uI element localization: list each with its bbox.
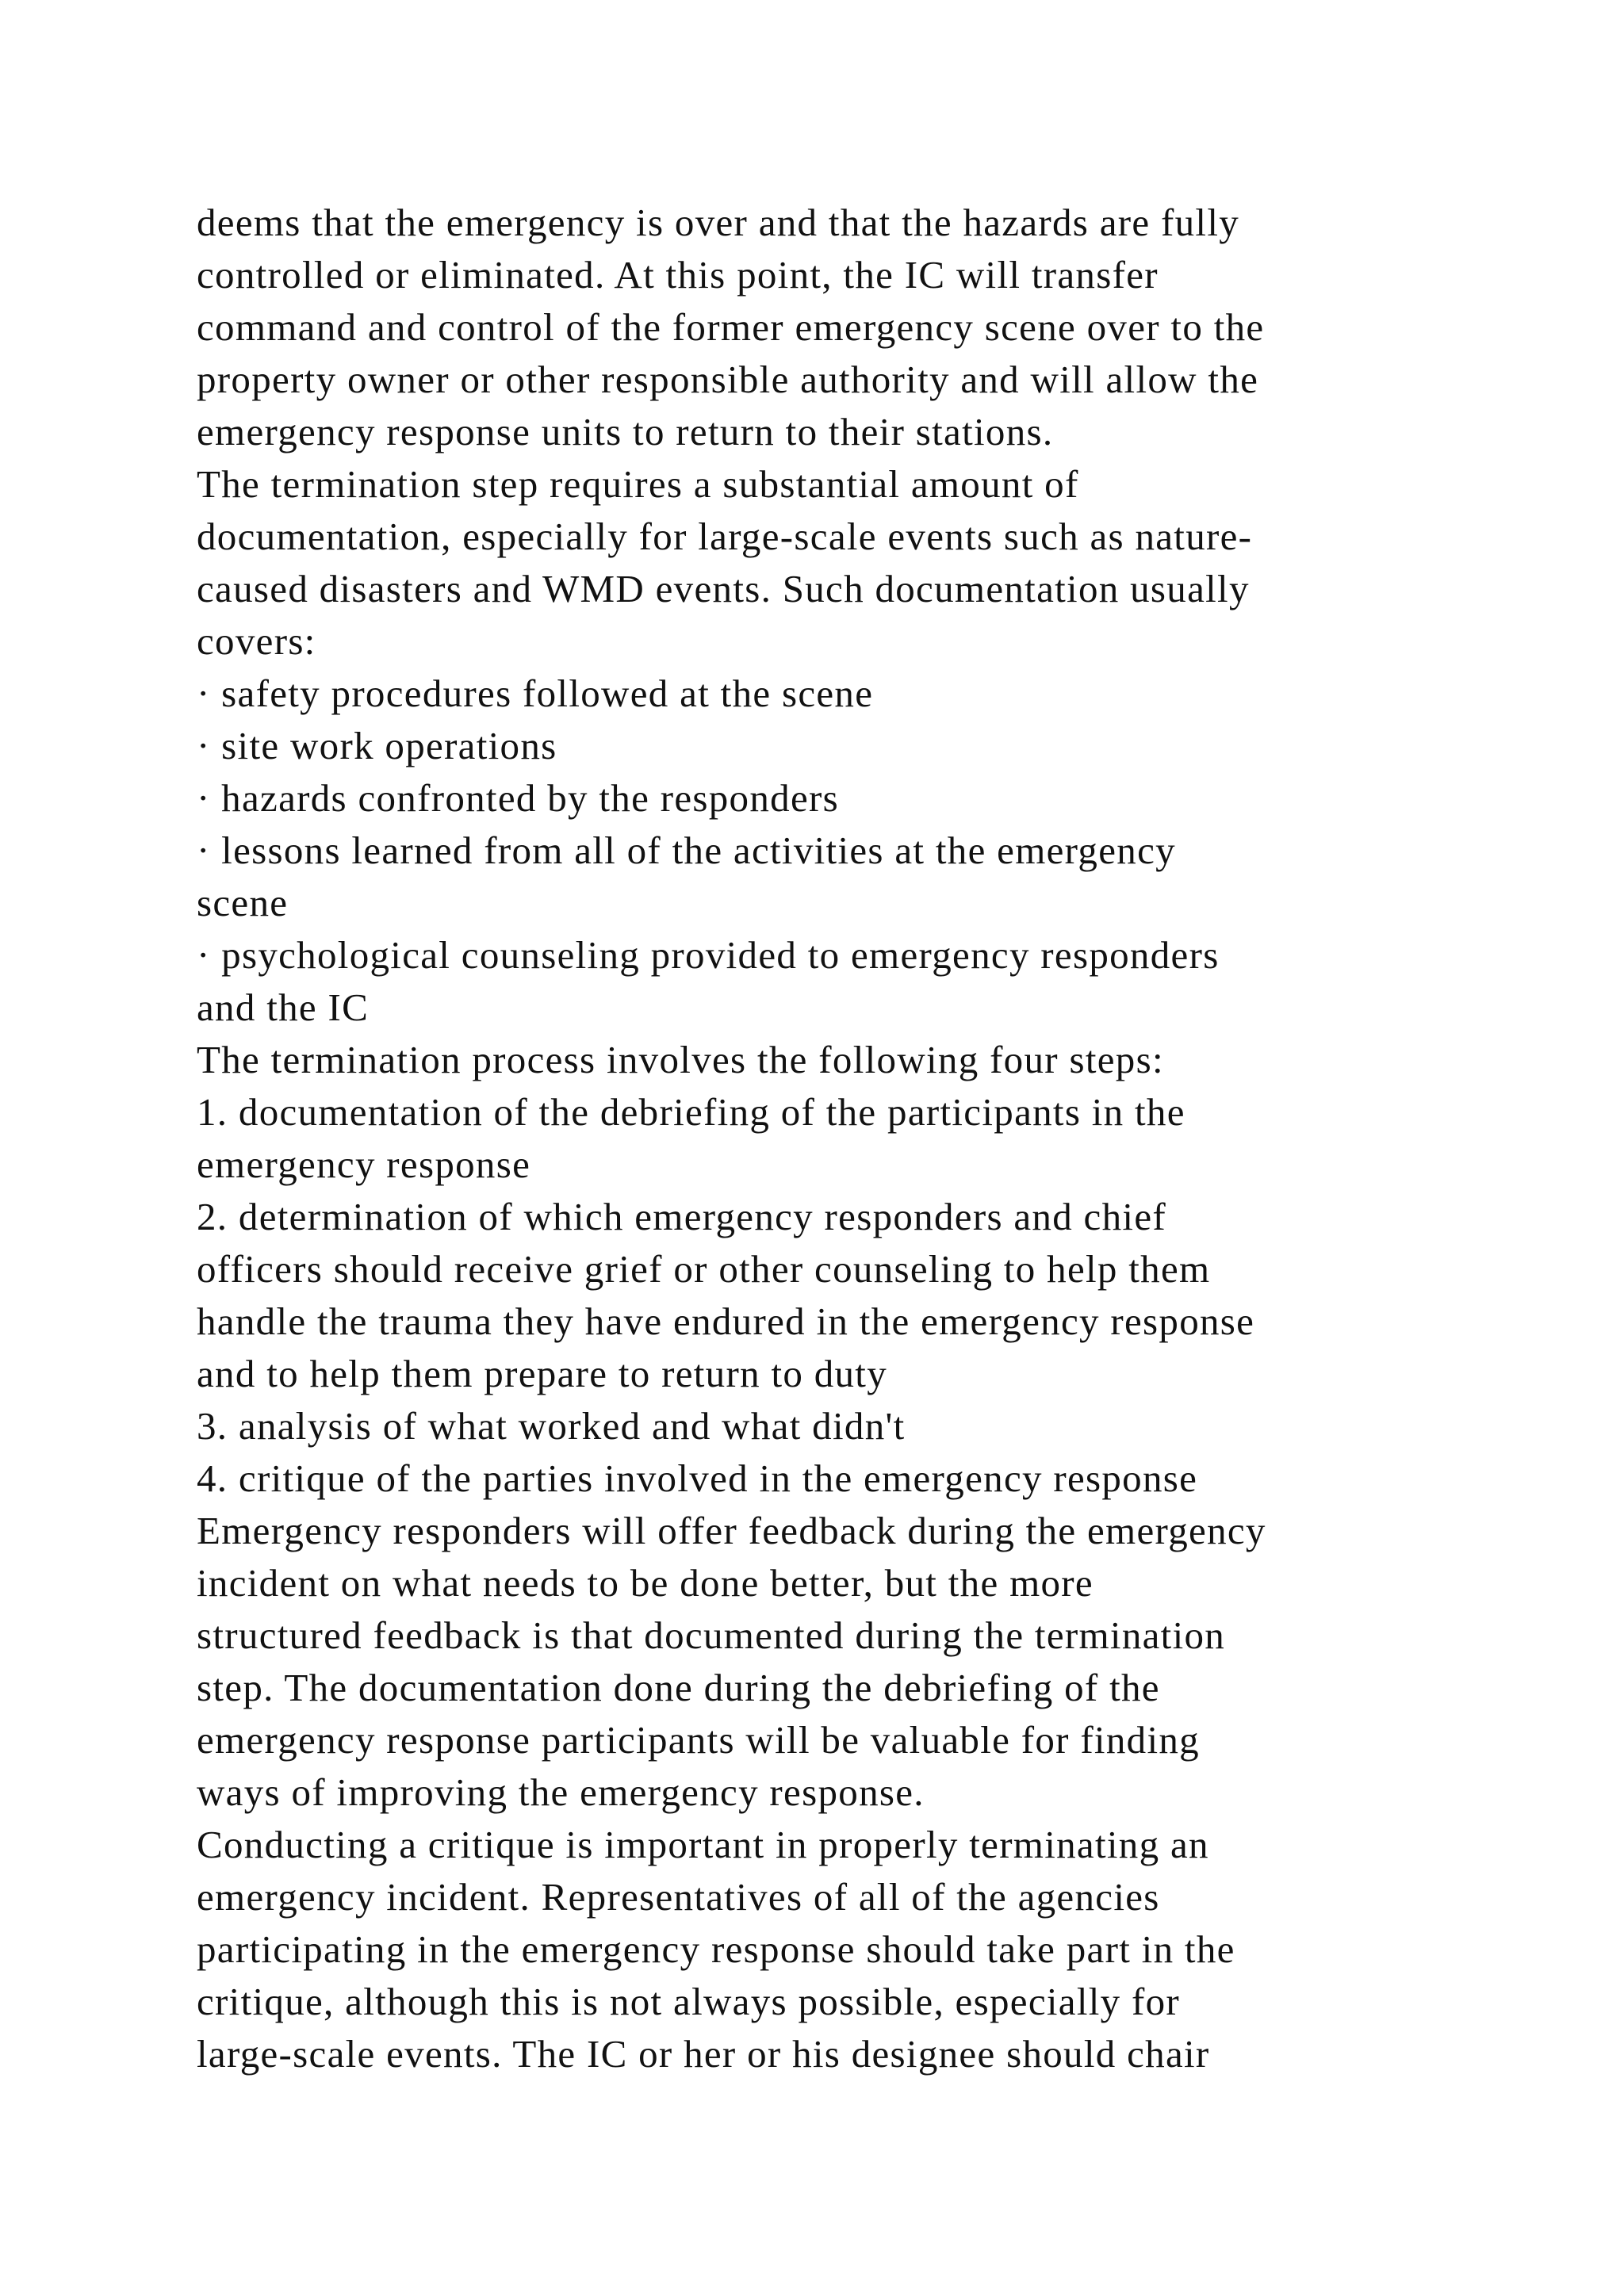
- text-line: large-scale events. The IC or her or his designee should chair: [197, 2032, 1210, 2076]
- numbered-item: 3. analysis of what worked and what didn't: [197, 1404, 906, 1448]
- text-line: ways of improving the emergency response.: [197, 1770, 925, 1814]
- bullet-item: · safety procedures followed at the scene: [197, 672, 874, 715]
- numbered-item: 4. critique of the parties involved in the emergency response: [197, 1456, 1198, 1500]
- numbered-item: 1. documentation of the debriefing of the participants in the: [197, 1090, 1185, 1134]
- text-line: and the IC: [197, 985, 370, 1029]
- text-line: incident on what needs to be done better, but the more: [197, 1561, 1094, 1605]
- text-line: covers:: [197, 619, 316, 663]
- text-line: emergency response participants will be valuable for finding: [197, 1718, 1200, 1762]
- bullet-item: · lessons learned from all of the activities at the emergency: [197, 828, 1176, 872]
- numbered-item: 2. determination of which emergency responders and chief: [197, 1195, 1166, 1238]
- text-line: controlled or eliminated. At this point, the IC will transfer: [197, 253, 1159, 297]
- text-line: Emergency responders will offer feedback during the emergency: [197, 1509, 1266, 1552]
- text-line: documentation, especially for large-scale events such as nature-: [197, 515, 1253, 558]
- text-line: command and control of the former emergency scene over to the: [197, 305, 1265, 349]
- text-line: caused disasters and WMD events. Such documentation usually: [197, 567, 1250, 610]
- text-line: participating in the emergency response should take part in the: [197, 1927, 1235, 1971]
- text-line: The termination step requires a substantial amount of: [197, 462, 1079, 506]
- text-line: officers should receive grief or other counseling to help them: [197, 1247, 1211, 1291]
- text-line: critique, although this is not always possible, especially for: [197, 1980, 1181, 2023]
- text-line: step. The documentation done during the debriefing of the: [197, 1666, 1160, 1709]
- bullet-item: · site work operations: [197, 724, 557, 767]
- text-line: and to help them prepare to return to duty: [197, 1352, 888, 1395]
- text-line: The termination process involves the following four steps:: [197, 1038, 1164, 1081]
- document-body-text: [197, 197, 1529, 2080]
- text-line: property owner or other responsible authority and will allow the: [197, 358, 1259, 401]
- text-line: Conducting a critique is important in properly terminating an: [197, 1823, 1209, 1866]
- text-line: emergency incident. Representatives of all of the agencies: [197, 1875, 1160, 1919]
- text-line: deems that the emergency is over and that the hazards are fully: [197, 201, 1240, 244]
- text-line: emergency response units to return to their stations.: [197, 410, 1054, 453]
- text-line: handle the trauma they have endured in the emergency response: [197, 1299, 1255, 1343]
- text-line: scene: [197, 881, 289, 924]
- text-line: structured feedback is that documented during the termination: [197, 1613, 1226, 1657]
- bullet-item: · psychological counseling provided to emergency responders: [197, 933, 1220, 977]
- bullet-item: · hazards confronted by the responders: [197, 776, 839, 820]
- text-line: emergency response: [197, 1142, 531, 1186]
